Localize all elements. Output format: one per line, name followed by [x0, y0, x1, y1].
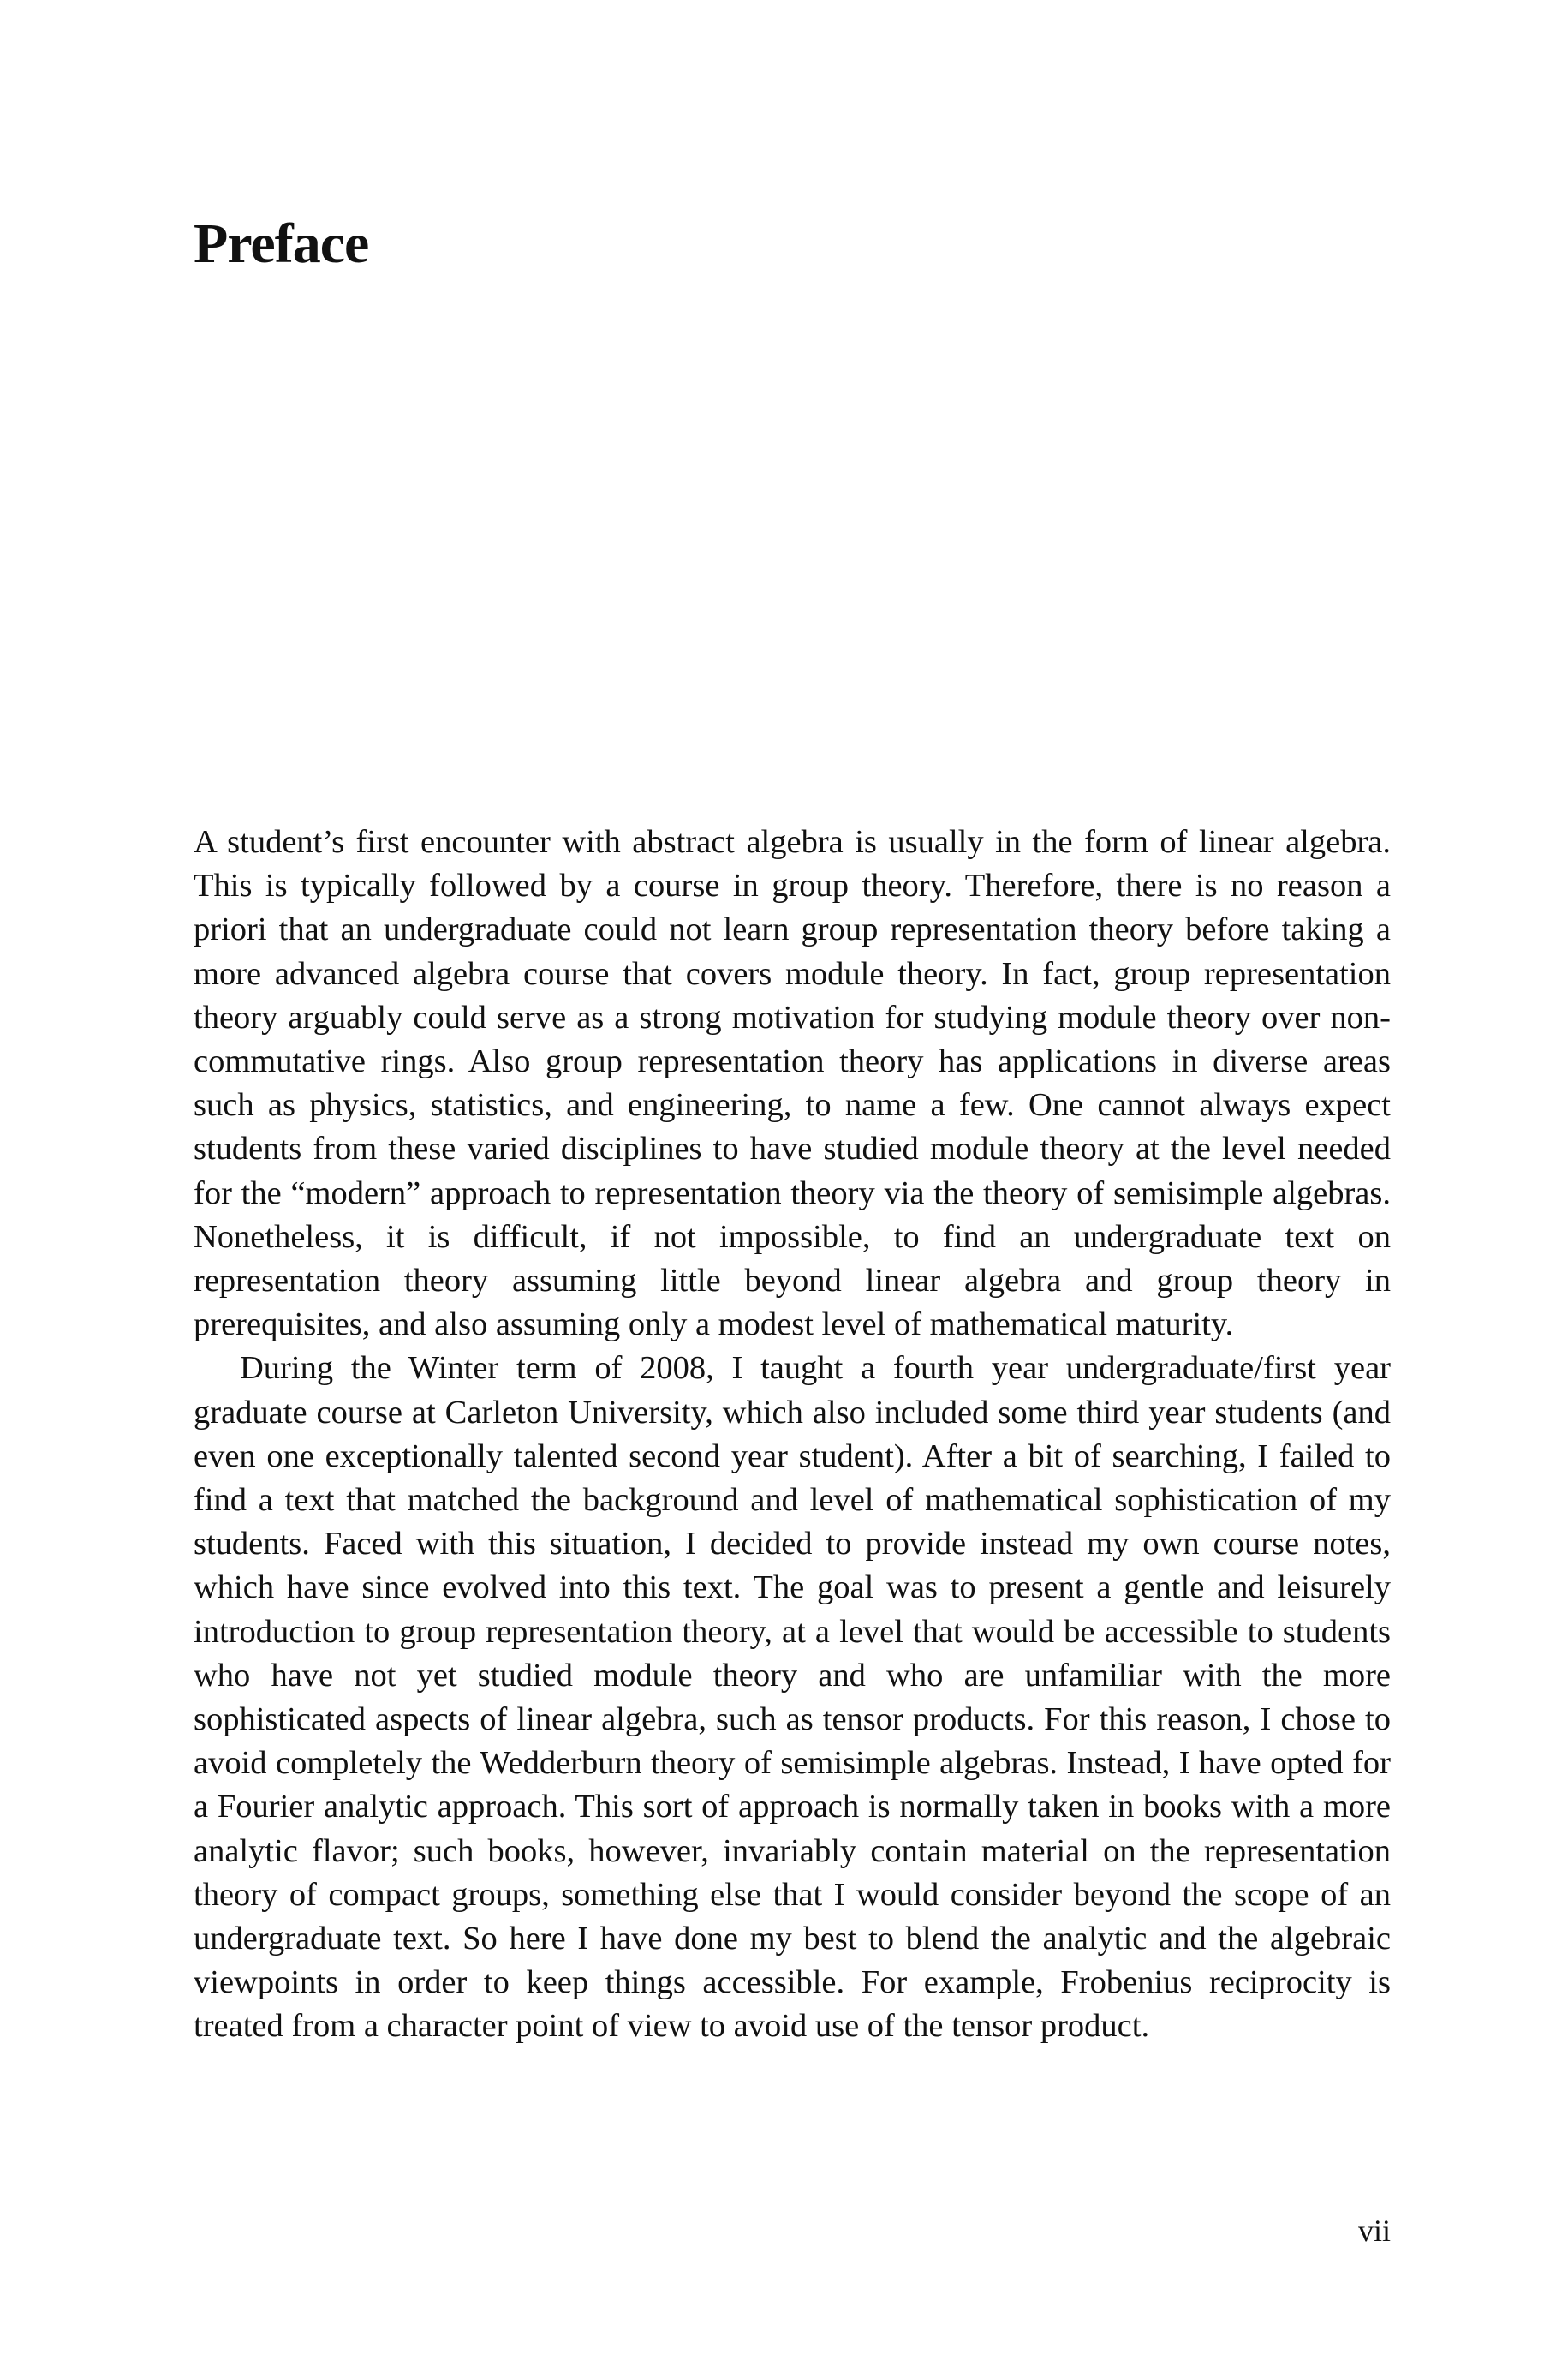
page-number: vii — [1357, 2214, 1391, 2248]
paragraph-2: During the Winter term of 2008, I taught a fourth year undergraduate/first year graduate course at Carleton University, which also included some third year students (and even one exceptionally talented second year student). After a bit of searching, I failed to find a text that matched the background and level of mathematical sophistication of my students. Faced with this situation, I decided to provide instead my own course notes, which have since evolved into this text. The goal was to present a gentle and leisurely introduction to group representation theory, at a level that would be accessible to students who have not yet studied module theory and who are unfamiliar with the more sophisticated aspects of linear algebra, such as tensor products. For this reason, I chose to avoid completely the Wedderburn theory of semisimple algebras. Instead, I have opted for a Fourier analytic approach. This sort of approach is normally taken in books with a more analytic flavor; such books, however, invariably contain material on the representation theory of compact groups, something else that I would consider beyond the scope of an undergraduate text. So here I have done my best to blend the analytic and the algebraic viewpoints in order to keep things accessible. For example, Frobenius reciprocity is treated from a character point of view to avoid use of the tensor product. — [194, 1350, 1391, 2045]
preface-body — [194, 821, 1391, 2049]
chapter-title: Preface — [194, 212, 369, 275]
paragraph-1: A student’s first encounter with abstract algebra is usually in the form of linear algebra. This is typically followed by a course in group theory. Therefore, there is no reason a priori that an undergraduate could not learn group representation theory before taking a more advanced algebra course that covers module theory. In fact, group representation theory arguably could serve as a strong motivation for studying module theory over non-commutative rings. Also group representation theory has applications in diverse areas such as physics, statistics, and engineering, to name a few. One cannot always expect students from these varied disciplines to have studied module theory at the level needed for the “modern” approach to representation theory via the theory of semisimple algebras. Nonetheless, it is difficult, if not impossible, to find an undergraduate text on representation theory assuming little beyond linear algebra and group theory in prerequisites, and also assuming only a modest level of mathematical maturity. — [194, 824, 1391, 1343]
